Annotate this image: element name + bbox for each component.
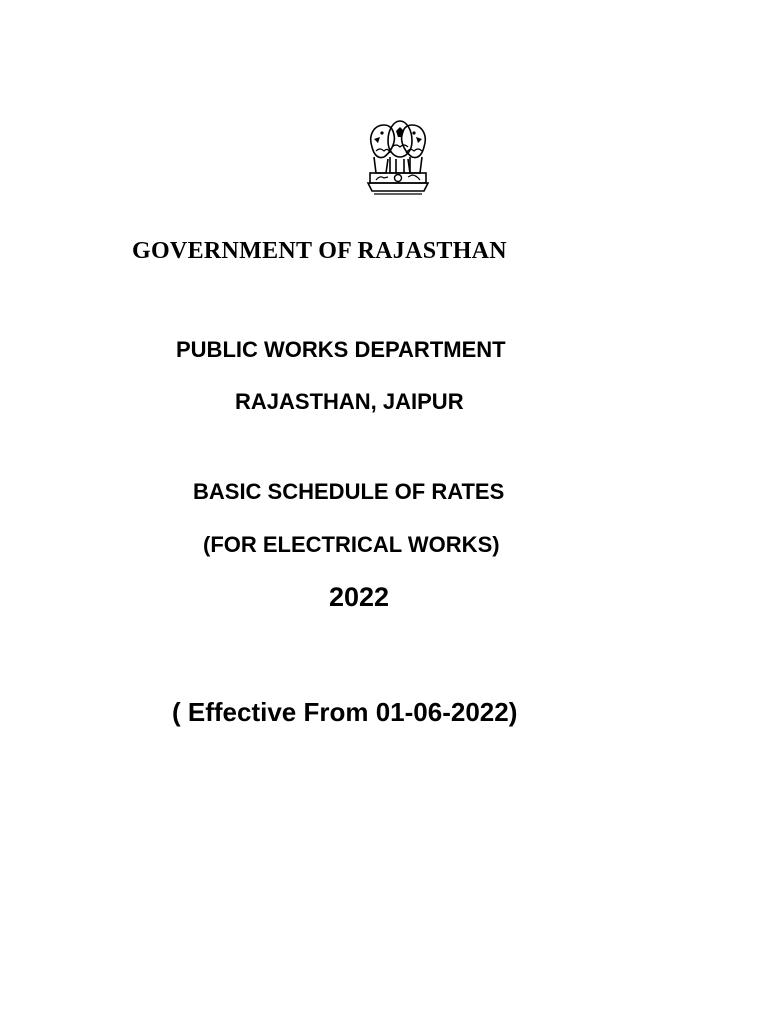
document-year: 2022 [329,582,390,612]
department-name: PUBLIC WORKS DEPARTMENT [176,337,506,362]
document-title: BASIC SCHEDULE OF RATES [193,479,505,504]
document-subtitle: (FOR ELECTRICAL WORKS) [203,532,500,557]
government-heading: GOVERNMENT OF RAJASTHAN [132,238,507,264]
department-location: RAJASTHAN, JAIPUR [235,389,464,414]
state-emblem-icon [360,117,436,197]
effective-date: ( Effective From 01-06-2022) [172,697,518,727]
